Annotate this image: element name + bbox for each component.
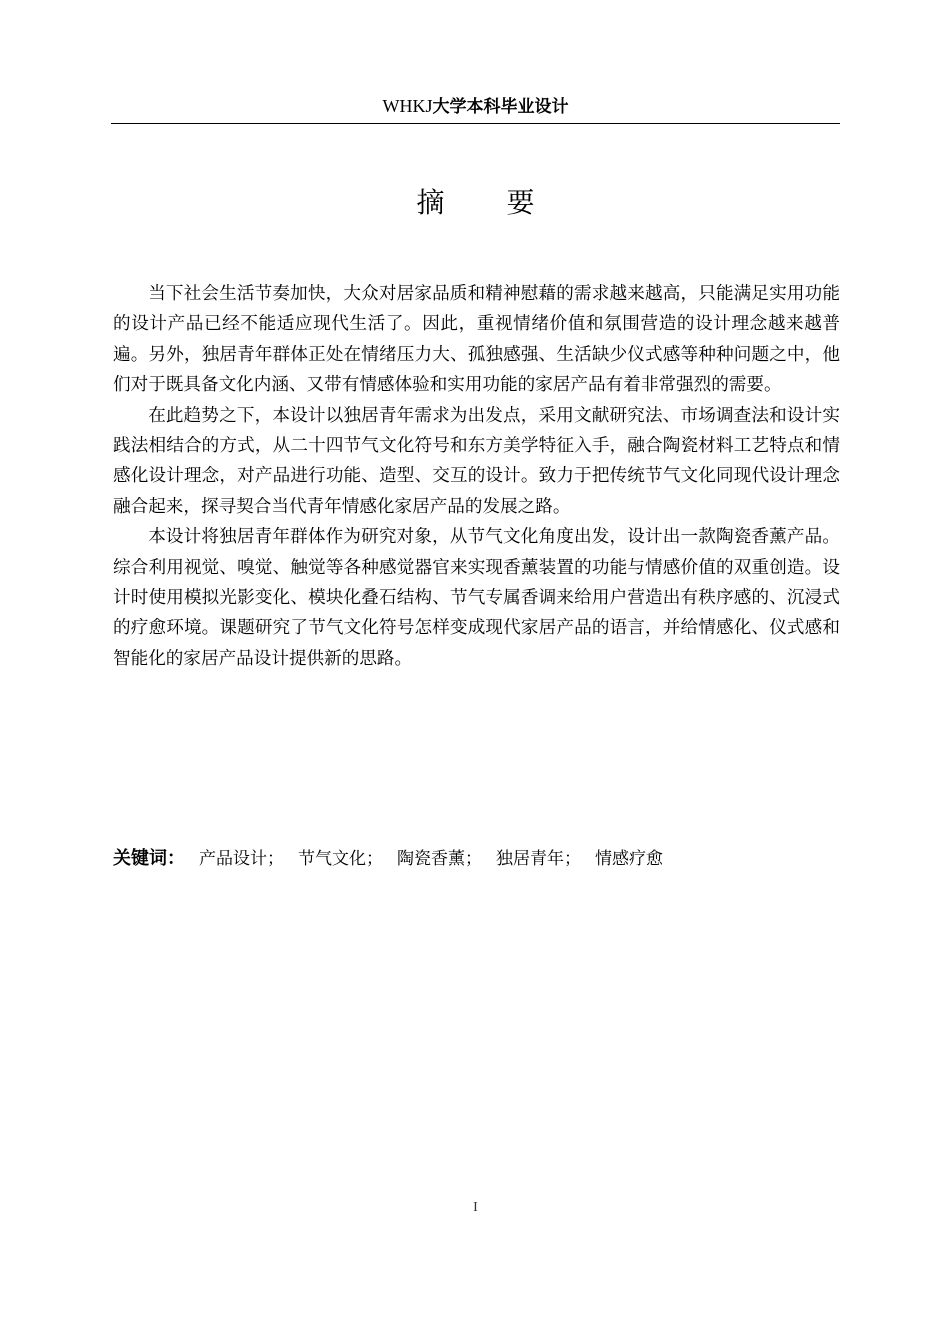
keywords-label: 关键词：: [113, 848, 185, 869]
header-divider: [111, 123, 840, 124]
title-char-2: 要: [506, 186, 535, 219]
header-title: 大学本科毕业设计: [432, 97, 569, 117]
keywords-line: [113, 844, 840, 874]
abstract-body: [113, 279, 840, 674]
keyword-item: 节气文化；: [298, 849, 383, 869]
header-school-code: WHKJ: [382, 96, 433, 116]
abstract-paragraph-1: 当下社会生活节奏加快，大众对居家品质和精神慰藉的需求越来越高，只能满足实用功能的设计产品已经不能适应现代生活了。因此，重视情绪价值和氛围营造的设计理念越来越普遍。另外，独居青年群体正处在情绪压力大、孤独感强、生活缺少仪式感等种种问题之中，他们对于既具备文化内涵、又带有情感体验和实用功能的家居产品有着非常强烈的需要。: [113, 284, 840, 396]
abstract-paragraph-2: 在此趋势之下，本设计以独居青年需求为出发点，采用文献研究法、市场调查法和设计实践法相结合的方式，从二十四节气文化符号和东方美学特征入手，融合陶瓷材料工艺特点和情感化设计理念，对产品进行功能、造型、交互的设计。致力于把传统节气文化同现代设计理念融合起来，探寻契合当代青年情感化家居产品的发展之路。: [113, 405, 840, 517]
keyword-item: 独居青年；: [496, 849, 581, 869]
keyword-item: 陶瓷香薰；: [397, 849, 482, 869]
page-number: I: [473, 1200, 478, 1215]
page-header: [111, 94, 840, 124]
keyword-item: 情感疗愈: [595, 849, 663, 869]
abstract-title: [111, 183, 840, 223]
title-char-1: 摘: [416, 186, 445, 219]
keyword-item: 产品设计；: [199, 849, 284, 869]
abstract-paragraph-3: 本设计将独居青年群体作为研究对象，从节气文化角度出发，设计出一款陶瓷香薰产品。综合利用视觉、嗅觉、触觉等各种感觉器官来实现香薰装置的功能与情感价值的双重创造。设计时使用模拟光影变化、模块化叠石结构、节气专属香调来给用户营造出有秩序感的、沉浸式的疗愈环境。课题研究了节气文化符号怎样变成现代家居产品的语言，并给情感化、仪式感和智能化的家居产品设计提供新的思路。: [113, 527, 840, 669]
